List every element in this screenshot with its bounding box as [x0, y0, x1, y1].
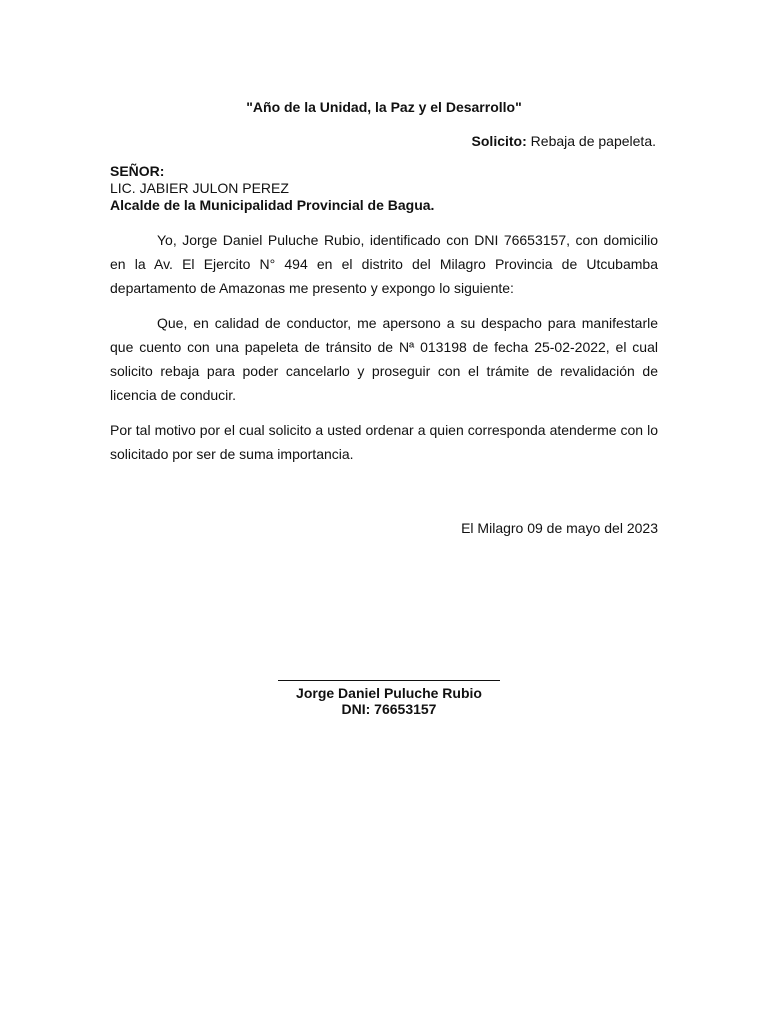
- place-date: El Milagro 09 de mayo del 2023: [461, 520, 658, 536]
- subject-line: [472, 133, 656, 149]
- paragraph-text: Por tal motivo por el cual solicito a usted ordenar a quien corresponda atenderme con lo solicitado por ser de suma importancia.: [110, 422, 658, 462]
- subject-label: Solicito:: [471, 133, 527, 149]
- paragraph-closing: [110, 418, 658, 466]
- paragraph-text: Yo, Jorge Daniel Puluche Rubio, identificado con DNI 76653157, con domicilio en la Av. El Ejercito N° 494 en el distrito del Milagro Provincia de Utcubamba departamento de Amazonas me presento y expongo lo siguiente:: [110, 232, 658, 296]
- signer-dni: DNI: 76653157: [341, 701, 437, 717]
- paragraph-request: [110, 311, 658, 407]
- paragraph-text: Que, en calidad de conductor, me apersono a su despacho para manifestarle que cuento con una papeleta de tránsito de Nª 013198 de fecha 25-02-2022, el cual solicito rebaja para poder cancelarlo y proseguir con el trámite de revalidación de licencia de conducir.: [110, 315, 658, 403]
- paragraph-intro: [110, 228, 658, 300]
- signer-name: Jorge Daniel Puluche Rubio: [296, 685, 482, 701]
- signature-block: [0, 668, 768, 717]
- subject-text: Rebaja de papeleta.: [526, 133, 656, 149]
- signature-line: [278, 680, 500, 681]
- year-title: "Año de la Unidad, la Paz y el Desarrollo": [246, 99, 522, 115]
- recipient-name: LIC. JABIER JULON PEREZ: [110, 180, 289, 196]
- recipient-role: Alcalde de la Municipalidad Provincial de Bagua.: [110, 197, 435, 213]
- recipient-block: [110, 163, 434, 214]
- salutation: SEÑOR:: [110, 163, 165, 179]
